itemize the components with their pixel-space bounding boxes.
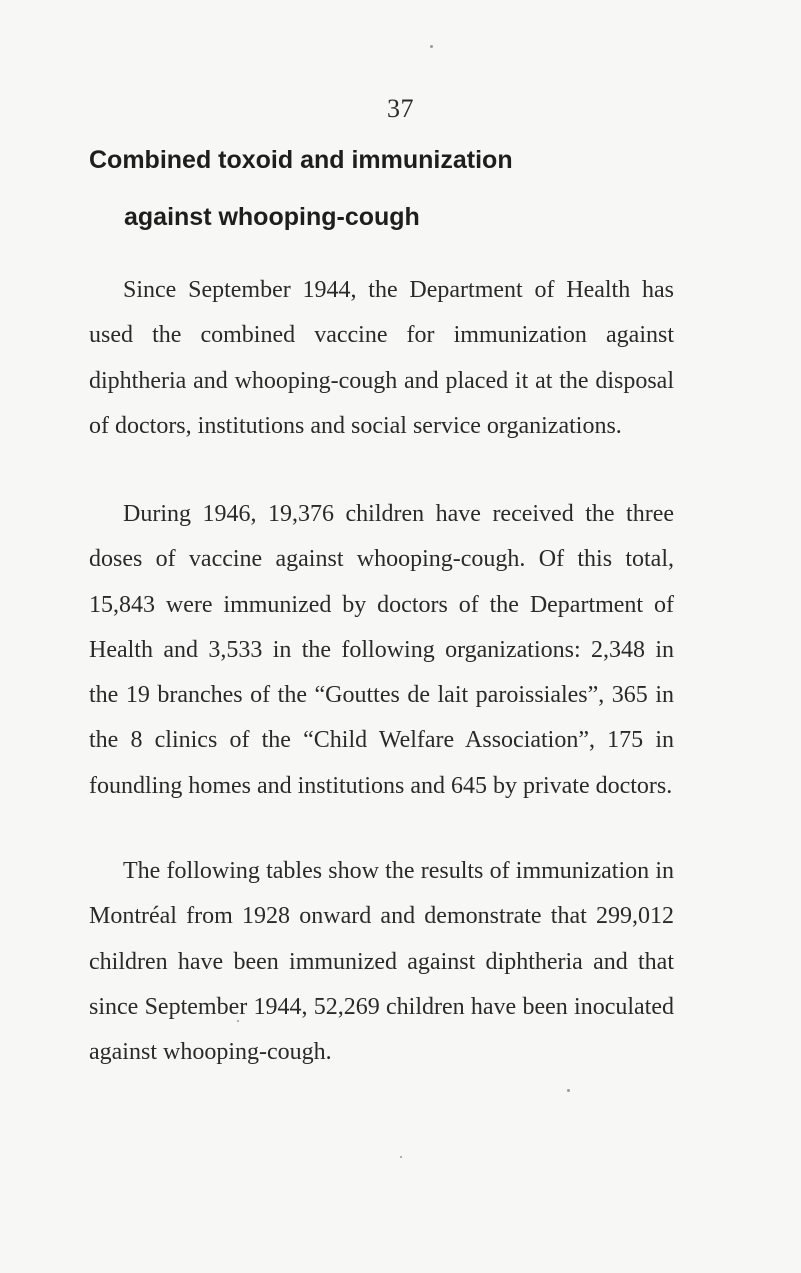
page-number: 37 <box>387 94 414 123</box>
paper-speck <box>430 45 433 48</box>
paragraph-1: Since September 1944, the Department of Health has used the combined vaccine for immunization against diphtheria and whooping-cough and placed it at the disposal of doctors, institutions and social service organizations. <box>89 277 674 439</box>
paper-speck <box>400 1156 402 1158</box>
section-heading-continued: against whooping-cough <box>124 203 420 231</box>
paragraph-2: During 1946, 19,376 children have received the three doses of vaccine against whooping-cough. Of this total, 15,843 were immunized by doctors of the Department of Health and 3,533 in the following organizations: 2,348 in the 19 branches of the “Gouttes de lait paroissiales”, 365 in the 8 clinics of the “Child Welfare Association”, 175 in foundling homes and institutions and 645 by private doctors. <box>89 501 674 799</box>
paper-speck <box>237 1020 239 1022</box>
section-heading: Combined toxoid and immunization <box>89 146 513 174</box>
paragraph-3: The following tables show the results of immunization in Montréal from 1928 onward and demonstrate that 299,012 children have been immunized against diphtheria and that since September 1944, 52,269 children have been inoculated against whooping-cough. <box>89 858 674 1066</box>
paper-speck <box>567 1089 570 1092</box>
